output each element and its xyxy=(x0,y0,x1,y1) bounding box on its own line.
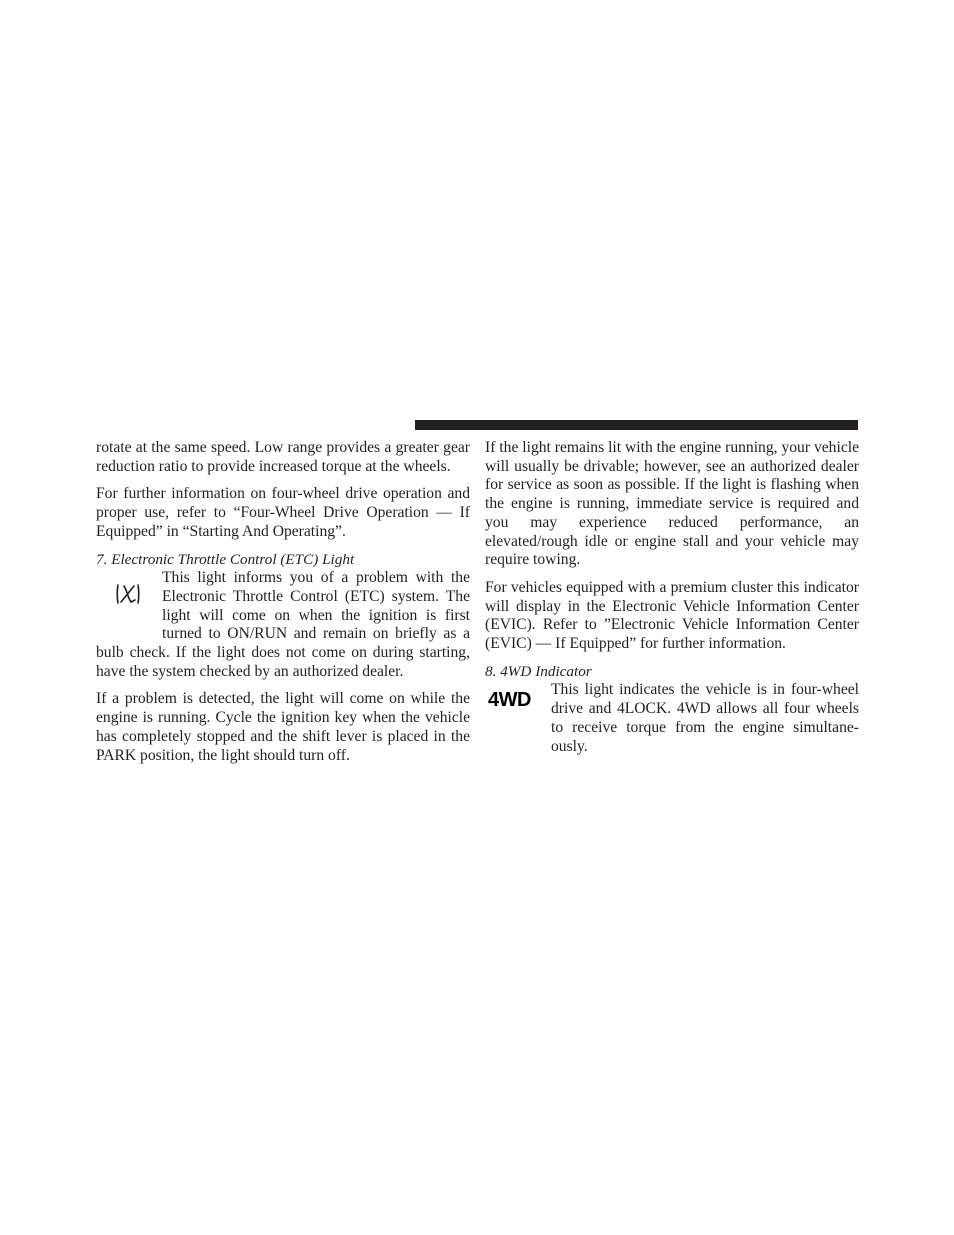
section-heading-etc: 7. Electronic Throttle Control (ETC) Light xyxy=(96,550,355,568)
etc-light-icon xyxy=(115,582,141,606)
paragraph-etc-problem: If a problem is detected, the light will come on while the engine is running. Cycle the ignition key when the vehicle has completely stopped and the shift lever is placed in the PARK position, the light should turn off. xyxy=(96,690,470,764)
etc-light-icon-wrap xyxy=(96,572,160,630)
header-bar xyxy=(415,420,858,430)
section-heading-4wd: 8. 4WD Indicator xyxy=(485,662,592,680)
4wd-indicator-icon: 4WD xyxy=(488,689,531,712)
right-column xyxy=(485,439,859,765)
4wd-indicator-icon-wrap xyxy=(485,684,549,744)
paragraph-light-remains-lit: If the light remains lit with the engine running, your vehicle will usually be drivable; however, see an authorized dealer for service as soon as possible. If the light is flashing when the engine is running, immediate service is required and you may experience reduced performance, an elevated/rough idle or engine stall and your vehicle may require towing. xyxy=(485,439,859,569)
4wd-section-body xyxy=(485,681,859,756)
paragraph-etc-info: This light informs you of a problem with the Electronic Throttle Control (ETC) system. The light will come on when the ignition is first turned to ON/RUN and remain on briefly as a bulb check. If the light does not come on during starting, have the system checked by an authorized dealer. xyxy=(96,569,470,680)
paragraph-premium-cluster: For vehicles equipped with a premium cluster this indicator will display in the Electronic Vehicle Information Center (EVIC). Refer to ”Electronic Vehicle Information Center (EVIC) — If Equipped” for further information. xyxy=(485,578,859,653)
paragraph-4wd-info: This light indicates the vehicle is in four-wheel drive and 4LOCK. 4WD allows all four wheels to receive torque from the engine simultaneously. xyxy=(551,681,859,755)
etc-section-body xyxy=(96,569,470,681)
left-column xyxy=(96,439,470,774)
paragraph-low-range: rotate at the same speed. Low range provides a greater gear reduction ratio to provide increased torque at the wheels. xyxy=(96,439,470,475)
paragraph-further-info: For further information on four-wheel drive operation and proper use, refer to “Four-Wheel Drive Operation — If Equipped” in “Starting And Operating”. xyxy=(96,485,470,540)
